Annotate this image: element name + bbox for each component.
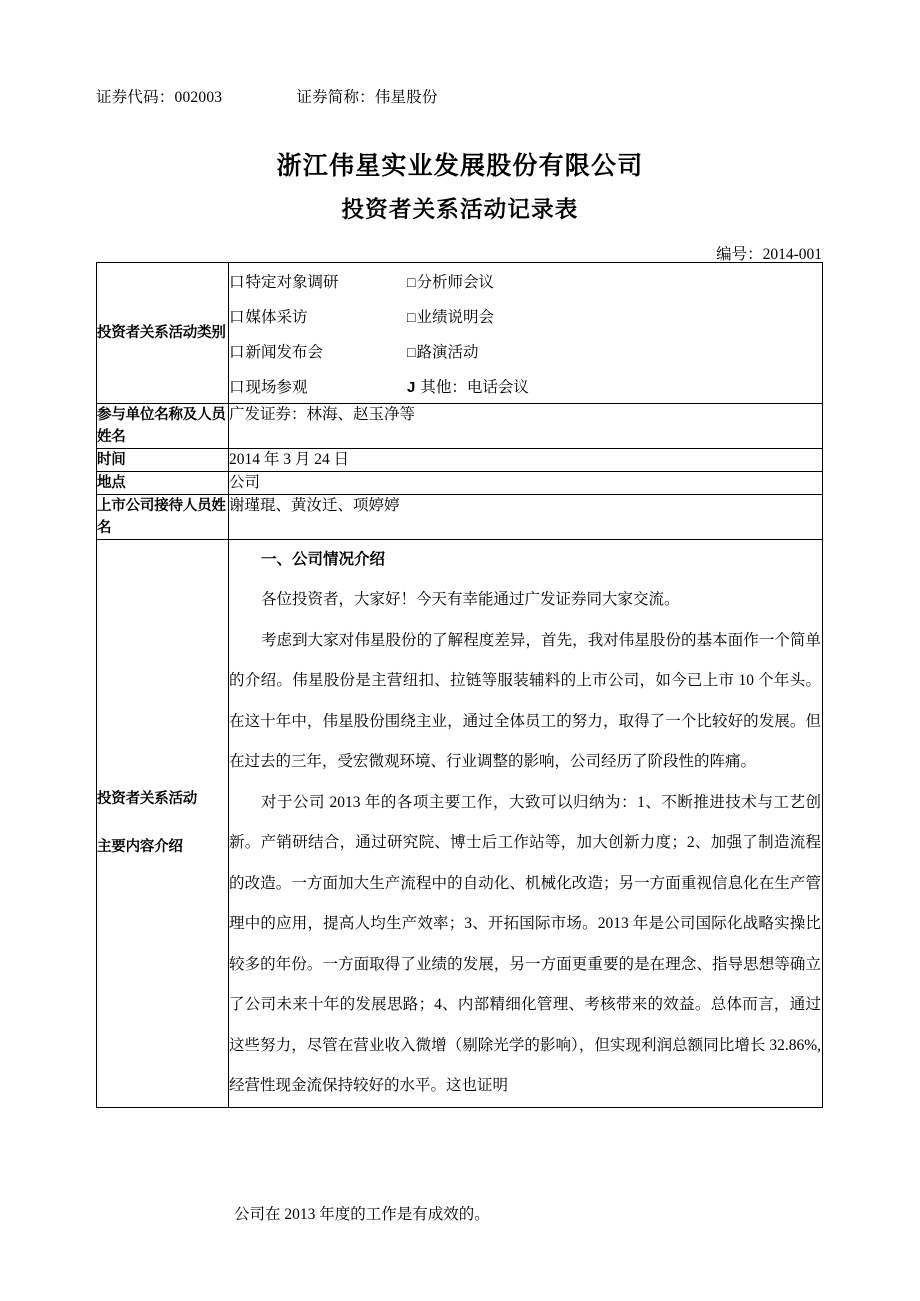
after-table-paragraph: 公司在 2013 年度的工作是有成效的。 xyxy=(234,1206,490,1223)
page-subtitle: 投资者关系活动记录表 xyxy=(341,197,579,222)
table-row-activity-type xyxy=(97,263,823,404)
checkbox-option-media-interview[interactable] xyxy=(229,305,407,327)
content-paragraph: 对于公司 2013 年的各项主要工作，大致可以归纳为：1、不断推进技术与工艺创新。产销研结合，通过研究院、博士后工作站等，加大创新力度；2、加强了制造流程的改造。一方面加大生产流程中的自动化、机械化改造；另一方面重视信息化在生产管理中的应用，提高人均生产效率；3、开拓国际市场。2013 年是公司国际化战略实操比较多的年份。一方面取得了业绩的发展，另一方面更重要的是在理念、指导思想等确立了公司未来十年的发展思路；4、内部精细化管理、考核带来的效益。总体而言，通过这些努力，尽管在营业收入微增（剔除光学的影响），但实现利润总额同比增长 32.86%,经营性现金流保持较好的水平。这也证明 xyxy=(229,793,821,1094)
activity-type-options xyxy=(229,263,823,404)
checkbox-label: 媒体采访 xyxy=(245,308,308,326)
checkbox-row xyxy=(229,368,822,403)
checkbox-icon[interactable]: □ xyxy=(407,275,416,291)
checkbox-label: 现场参观 xyxy=(245,378,308,396)
checkbox-option-performance-briefing[interactable] xyxy=(407,305,822,327)
checkbox-option-roadshow[interactable] xyxy=(407,340,822,362)
security-name xyxy=(296,85,437,107)
checkbox-row xyxy=(229,263,822,298)
security-name-value: 伟星股份 xyxy=(374,89,438,106)
checkbox-label: 其他：电话会议 xyxy=(420,378,529,396)
value-participants: 广发证券：林海、赵玉净等 xyxy=(229,404,823,449)
checkbox-option-specific-research[interactable] xyxy=(229,270,407,292)
checkbox-option-other-selected[interactable] xyxy=(407,375,822,397)
checkmark-icon[interactable]: J xyxy=(407,378,416,396)
table-row-receptionists xyxy=(97,495,823,540)
checkbox-label: 分析师会议 xyxy=(416,273,494,291)
checkbox-option-press-conference[interactable] xyxy=(229,340,407,362)
checkbox-option-site-visit[interactable] xyxy=(229,375,407,397)
label-participants: 参与单位名称及人员姓名 xyxy=(97,404,229,449)
table-row-participants xyxy=(97,404,823,449)
checkbox-option-analyst-meeting[interactable] xyxy=(407,270,822,292)
checkbox-icon[interactable]: □ xyxy=(407,310,416,326)
security-code-label: 证券代码： xyxy=(96,89,175,106)
security-name-label: 证券简称： xyxy=(296,89,375,106)
label-main-content-line1: 投资者关系活动 xyxy=(97,791,198,808)
label-location: 地点 xyxy=(97,472,229,495)
checkbox-icon[interactable]: □ xyxy=(407,345,416,361)
content-section-heading: 一、公司情况介绍 xyxy=(261,550,386,568)
content-paragraph: 考虑到大家对伟星股份的了解程度差异，首先，我对伟星股份的基本面作一个简单的介绍。伟星股份是主营纽扣、拉链等服装辅料的上市公司，如今已上市 10 个年头。在这十年中，伟星股份围绕主业，通过全体员工的努力，取得了一个比较好的发展。但在过去的三年，受宏微观环境、行业调整的影响，公司经历了阶段性的阵痛。 xyxy=(229,631,821,770)
checkbox-label: 业绩说明会 xyxy=(416,308,494,326)
value-time: 2014 年 3 月 24 日 xyxy=(229,449,823,472)
security-code-value: 002003 xyxy=(174,89,223,106)
checkbox-icon[interactable]: 口 xyxy=(229,308,245,326)
checkbox-icon[interactable]: 口 xyxy=(229,273,245,291)
value-location: 公司 xyxy=(229,472,823,495)
serial-number: 编号：2014-001 xyxy=(716,246,822,263)
checkbox-label: 路演活动 xyxy=(416,343,479,361)
security-code xyxy=(96,85,222,107)
label-receptionists: 上市公司接待人员姓名 xyxy=(97,495,229,540)
table-row-location xyxy=(97,472,823,495)
content-paragraph: 各位投资者，大家好！今天有幸能通过广发证券同大家交流。 xyxy=(261,591,680,608)
label-main-content xyxy=(97,540,229,1108)
label-time: 时间 xyxy=(97,449,229,472)
checkbox-icon[interactable]: 口 xyxy=(229,343,245,361)
main-content-body xyxy=(229,540,823,1108)
page-title: 浙江伟星实业发展股份有限公司 xyxy=(276,153,644,180)
checkbox-label: 新闻发布会 xyxy=(245,343,324,361)
label-activity-type: 投资者关系活动类别 xyxy=(97,263,229,404)
checkbox-icon[interactable]: 口 xyxy=(229,378,245,396)
investor-relations-record-table xyxy=(96,262,823,1108)
value-receptionists: 谢瑾琨、黄汝迁、项婷婷 xyxy=(229,495,823,540)
checkbox-row xyxy=(229,298,822,333)
document-header xyxy=(96,85,822,107)
table-row-main-content xyxy=(97,540,823,1108)
label-main-content-line2: 主要内容介绍 xyxy=(97,839,183,856)
checkbox-label: 特定对象调研 xyxy=(245,273,339,291)
table-row-time xyxy=(97,449,823,472)
checkbox-row xyxy=(229,333,822,368)
